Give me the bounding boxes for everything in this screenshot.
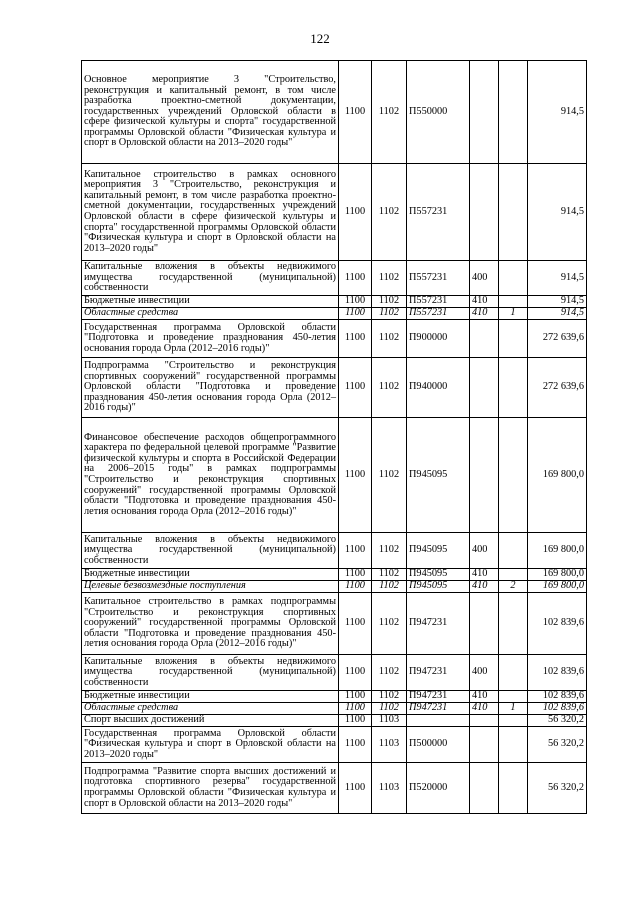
- row-amount: 102 839,6: [528, 655, 587, 691]
- row-expense-type: 400: [470, 655, 499, 691]
- row-expense-type: [470, 593, 499, 655]
- row-expense-type: [470, 418, 499, 533]
- row-expense-type: 400: [470, 261, 499, 296]
- row-target-item: П947231: [407, 703, 470, 715]
- row-target-item: П557231: [407, 308, 470, 320]
- row-target-item: П557231: [407, 261, 470, 296]
- table-row: [82, 261, 587, 296]
- row-name: Государственная программа Орловской области "Физическая культура и спорт в Орловской области на 2013–2020 годы": [82, 727, 339, 763]
- row-expense-type: [470, 61, 499, 164]
- row-target-item: П500000: [407, 727, 470, 763]
- row-amount: 56 320,2: [528, 763, 587, 814]
- row-name: Государственная программа Орловской области "Подготовка и проведение празднования 450-летия основания города Орла (2012–2016 годы)": [82, 320, 339, 358]
- row-subsection-code: 1102: [372, 164, 407, 261]
- row-section-code: 1100: [339, 308, 372, 320]
- row-target-item: П945095: [407, 418, 470, 533]
- row-funding-source: [499, 61, 528, 164]
- table-row: [82, 691, 587, 703]
- row-subsection-code: 1102: [372, 581, 407, 593]
- row-section-code: 1100: [339, 581, 372, 593]
- page-number: 122: [310, 31, 330, 46]
- row-section-code: 1100: [339, 727, 372, 763]
- table-row: [82, 418, 587, 533]
- row-funding-source: [499, 296, 528, 308]
- row-funding-source: [499, 320, 528, 358]
- row-funding-source: [499, 691, 528, 703]
- table-row: [82, 320, 587, 358]
- row-section-code: 1100: [339, 593, 372, 655]
- row-amount: 56 320,2: [528, 727, 587, 763]
- row-amount: 102 839,6: [528, 593, 587, 655]
- row-subsection-code: 1103: [372, 763, 407, 814]
- row-expense-type: [470, 727, 499, 763]
- row-subsection-code: 1102: [372, 569, 407, 581]
- row-name: Подпрограмма "Развитие спорта высших достижений и подготовка спортивного резерва" государственной программы Орловской области "Физическая культура и спорт в Орловской области на 2013–2020 годы": [82, 763, 339, 814]
- row-expense-type: [470, 715, 499, 727]
- row-expense-type: 410: [470, 703, 499, 715]
- row-section-code: 1100: [339, 61, 372, 164]
- table-row: [82, 569, 587, 581]
- row-expense-type: [470, 164, 499, 261]
- row-amount: 169 800,0: [528, 418, 587, 533]
- row-amount: 56 320,2: [528, 715, 587, 727]
- row-subsection-code: 1102: [372, 308, 407, 320]
- row-subsection-code: 1102: [372, 703, 407, 715]
- row-funding-source: [499, 358, 528, 418]
- row-section-code: 1100: [339, 320, 372, 358]
- row-amount: 169 800,0: [528, 581, 587, 593]
- row-funding-source: 2: [499, 581, 528, 593]
- row-target-item: П940000: [407, 358, 470, 418]
- row-amount: 914,5: [528, 296, 587, 308]
- row-name: Капитальное строительство в рамках основного мероприятия 3 "Строительство, реконструкция и капитальный ремонт, в том числе разработка проектно-сметной документации, государственных учреждений Орловской области в сфере физической культуры и спорта" государственной программы Орловской области "Физическая культура и спорт в Орловской области на 2013–2020 годы": [82, 164, 339, 261]
- row-target-item: П947231: [407, 593, 470, 655]
- row-name: Капитальные вложения в объекты недвижимого имущества государственной (муниципальной) собственности: [82, 533, 339, 569]
- row-expense-type: 400: [470, 533, 499, 569]
- row-subsection-code: 1102: [372, 358, 407, 418]
- row-subsection-code: 1102: [372, 320, 407, 358]
- row-name: Капитальные вложения в объекты недвижимого имущества государственной (муниципальной) собственности: [82, 655, 339, 691]
- table-row: [82, 164, 587, 261]
- row-funding-source: [499, 763, 528, 814]
- row-amount: 169 800,0: [528, 569, 587, 581]
- row-section-code: 1100: [339, 763, 372, 814]
- row-expense-type: 410: [470, 581, 499, 593]
- row-section-code: 1100: [339, 691, 372, 703]
- row-subsection-code: 1102: [372, 61, 407, 164]
- row-expense-type: 410: [470, 296, 499, 308]
- row-funding-source: [499, 418, 528, 533]
- row-target-item: П900000: [407, 320, 470, 358]
- row-funding-source: [499, 533, 528, 569]
- row-amount: 102 839,6: [528, 703, 587, 715]
- row-expense-type: 410: [470, 308, 499, 320]
- row-section-code: 1100: [339, 715, 372, 727]
- budget-table: [81, 60, 587, 814]
- row-name: Капитальное строительство в рамках подпрограммы "Строительство и реконструкция спортивных сооружений" государственной программы Орловской области "Подготовка и проведение празднования 450-летия основания города Орла (2012–2016 годы)": [82, 593, 339, 655]
- table-row: [82, 703, 587, 715]
- row-section-code: 1100: [339, 569, 372, 581]
- row-funding-source: [499, 569, 528, 581]
- row-amount: 914,5: [528, 308, 587, 320]
- table-row: [82, 533, 587, 569]
- row-amount: 169 800,0: [528, 533, 587, 569]
- row-target-item: П947231: [407, 691, 470, 703]
- row-section-code: 1100: [339, 703, 372, 715]
- row-name: Капитальные вложения в объекты недвижимого имущества государственной (муниципальной) собственности: [82, 261, 339, 296]
- row-amount: 102 839,6: [528, 691, 587, 703]
- row-name: Бюджетные инвестиции: [82, 296, 339, 308]
- row-funding-source: [499, 164, 528, 261]
- row-section-code: 1100: [339, 533, 372, 569]
- row-amount: 272 639,6: [528, 358, 587, 418]
- row-expense-type: [470, 763, 499, 814]
- table-row: [82, 61, 587, 164]
- row-subsection-code: 1102: [372, 593, 407, 655]
- row-name: Областные средства: [82, 703, 339, 715]
- row-target-item: П945095: [407, 581, 470, 593]
- row-subsection-code: 1102: [372, 418, 407, 533]
- row-name: Спорт высших достижений: [82, 715, 339, 727]
- row-expense-type: 410: [470, 691, 499, 703]
- row-funding-source: 1: [499, 703, 528, 715]
- row-subsection-code: 1102: [372, 533, 407, 569]
- row-subsection-code: 1102: [372, 655, 407, 691]
- row-amount: 914,5: [528, 61, 587, 164]
- row-target-item: П557231: [407, 164, 470, 261]
- row-funding-source: 1: [499, 308, 528, 320]
- table-row: [82, 358, 587, 418]
- row-amount: 914,5: [528, 164, 587, 261]
- row-expense-type: 410: [470, 569, 499, 581]
- row-expense-type: [470, 320, 499, 358]
- row-expense-type: [470, 358, 499, 418]
- row-section-code: 1100: [339, 296, 372, 308]
- table-row: [82, 593, 587, 655]
- row-section-code: 1100: [339, 164, 372, 261]
- row-name: Областные средства: [82, 308, 339, 320]
- row-subsection-code: 1102: [372, 261, 407, 296]
- row-amount: 272 639,6: [528, 320, 587, 358]
- table-row: [82, 715, 587, 727]
- row-subsection-code: 1102: [372, 296, 407, 308]
- row-section-code: 1100: [339, 261, 372, 296]
- row-section-code: 1100: [339, 655, 372, 691]
- row-funding-source: [499, 261, 528, 296]
- row-name: Бюджетные инвестиции: [82, 691, 339, 703]
- row-target-item: П947231: [407, 655, 470, 691]
- row-name: Бюджетные инвестиции: [82, 569, 339, 581]
- row-amount: 914,5: [528, 261, 587, 296]
- table-row: [82, 581, 587, 593]
- row-target-item: П550000: [407, 61, 470, 164]
- row-target-item: П557231: [407, 296, 470, 308]
- row-subsection-code: 1103: [372, 727, 407, 763]
- row-funding-source: [499, 727, 528, 763]
- row-funding-source: [499, 593, 528, 655]
- table-row: [82, 727, 587, 763]
- row-name: Целевые безвозмездные поступления: [82, 581, 339, 593]
- row-funding-source: [499, 655, 528, 691]
- row-section-code: 1100: [339, 418, 372, 533]
- row-subsection-code: 1103: [372, 715, 407, 727]
- row-name: Основное мероприятие 3 "Строительство, реконструкция и капитальный ремонт, в том числе разработка проектно-сметной документации, государственных учреждений Орловской области в сфере физической культуры и спорта" государственной программы Орловской области "Физическая культура и спорт в Орловской области на 2013–2020 годы": [82, 61, 339, 164]
- table-row: [82, 296, 587, 308]
- row-target-item: [407, 715, 470, 727]
- row-subsection-code: 1102: [372, 691, 407, 703]
- table-row: [82, 655, 587, 691]
- row-target-item: П945095: [407, 533, 470, 569]
- table-row: [82, 308, 587, 320]
- row-target-item: П520000: [407, 763, 470, 814]
- row-funding-source: [499, 715, 528, 727]
- table-row: [82, 763, 587, 814]
- row-name: Подпрограмма "Строительство и реконструкция спортивных сооружений" государственной программы Орловской области "Подготовка и проведение празднования 450-летия основания города Орла (2012–2016 годы)": [82, 358, 339, 418]
- row-section-code: 1100: [339, 358, 372, 418]
- row-target-item: П945095: [407, 569, 470, 581]
- row-name: Финансовое обеспечение расходов общепрограммного характера по федеральной целевой программе "Развитие физической культуры и спорта в Российской Федерации на 2006–2015 годы" в рамках подпрограммы "Строительство и реконструкция спортивных сооружений" государственной программы Орловской области "Подготовка и проведение празднования 450-летия основания города Орла (2012–2016 годы)": [82, 418, 339, 533]
- table-body: [82, 61, 587, 814]
